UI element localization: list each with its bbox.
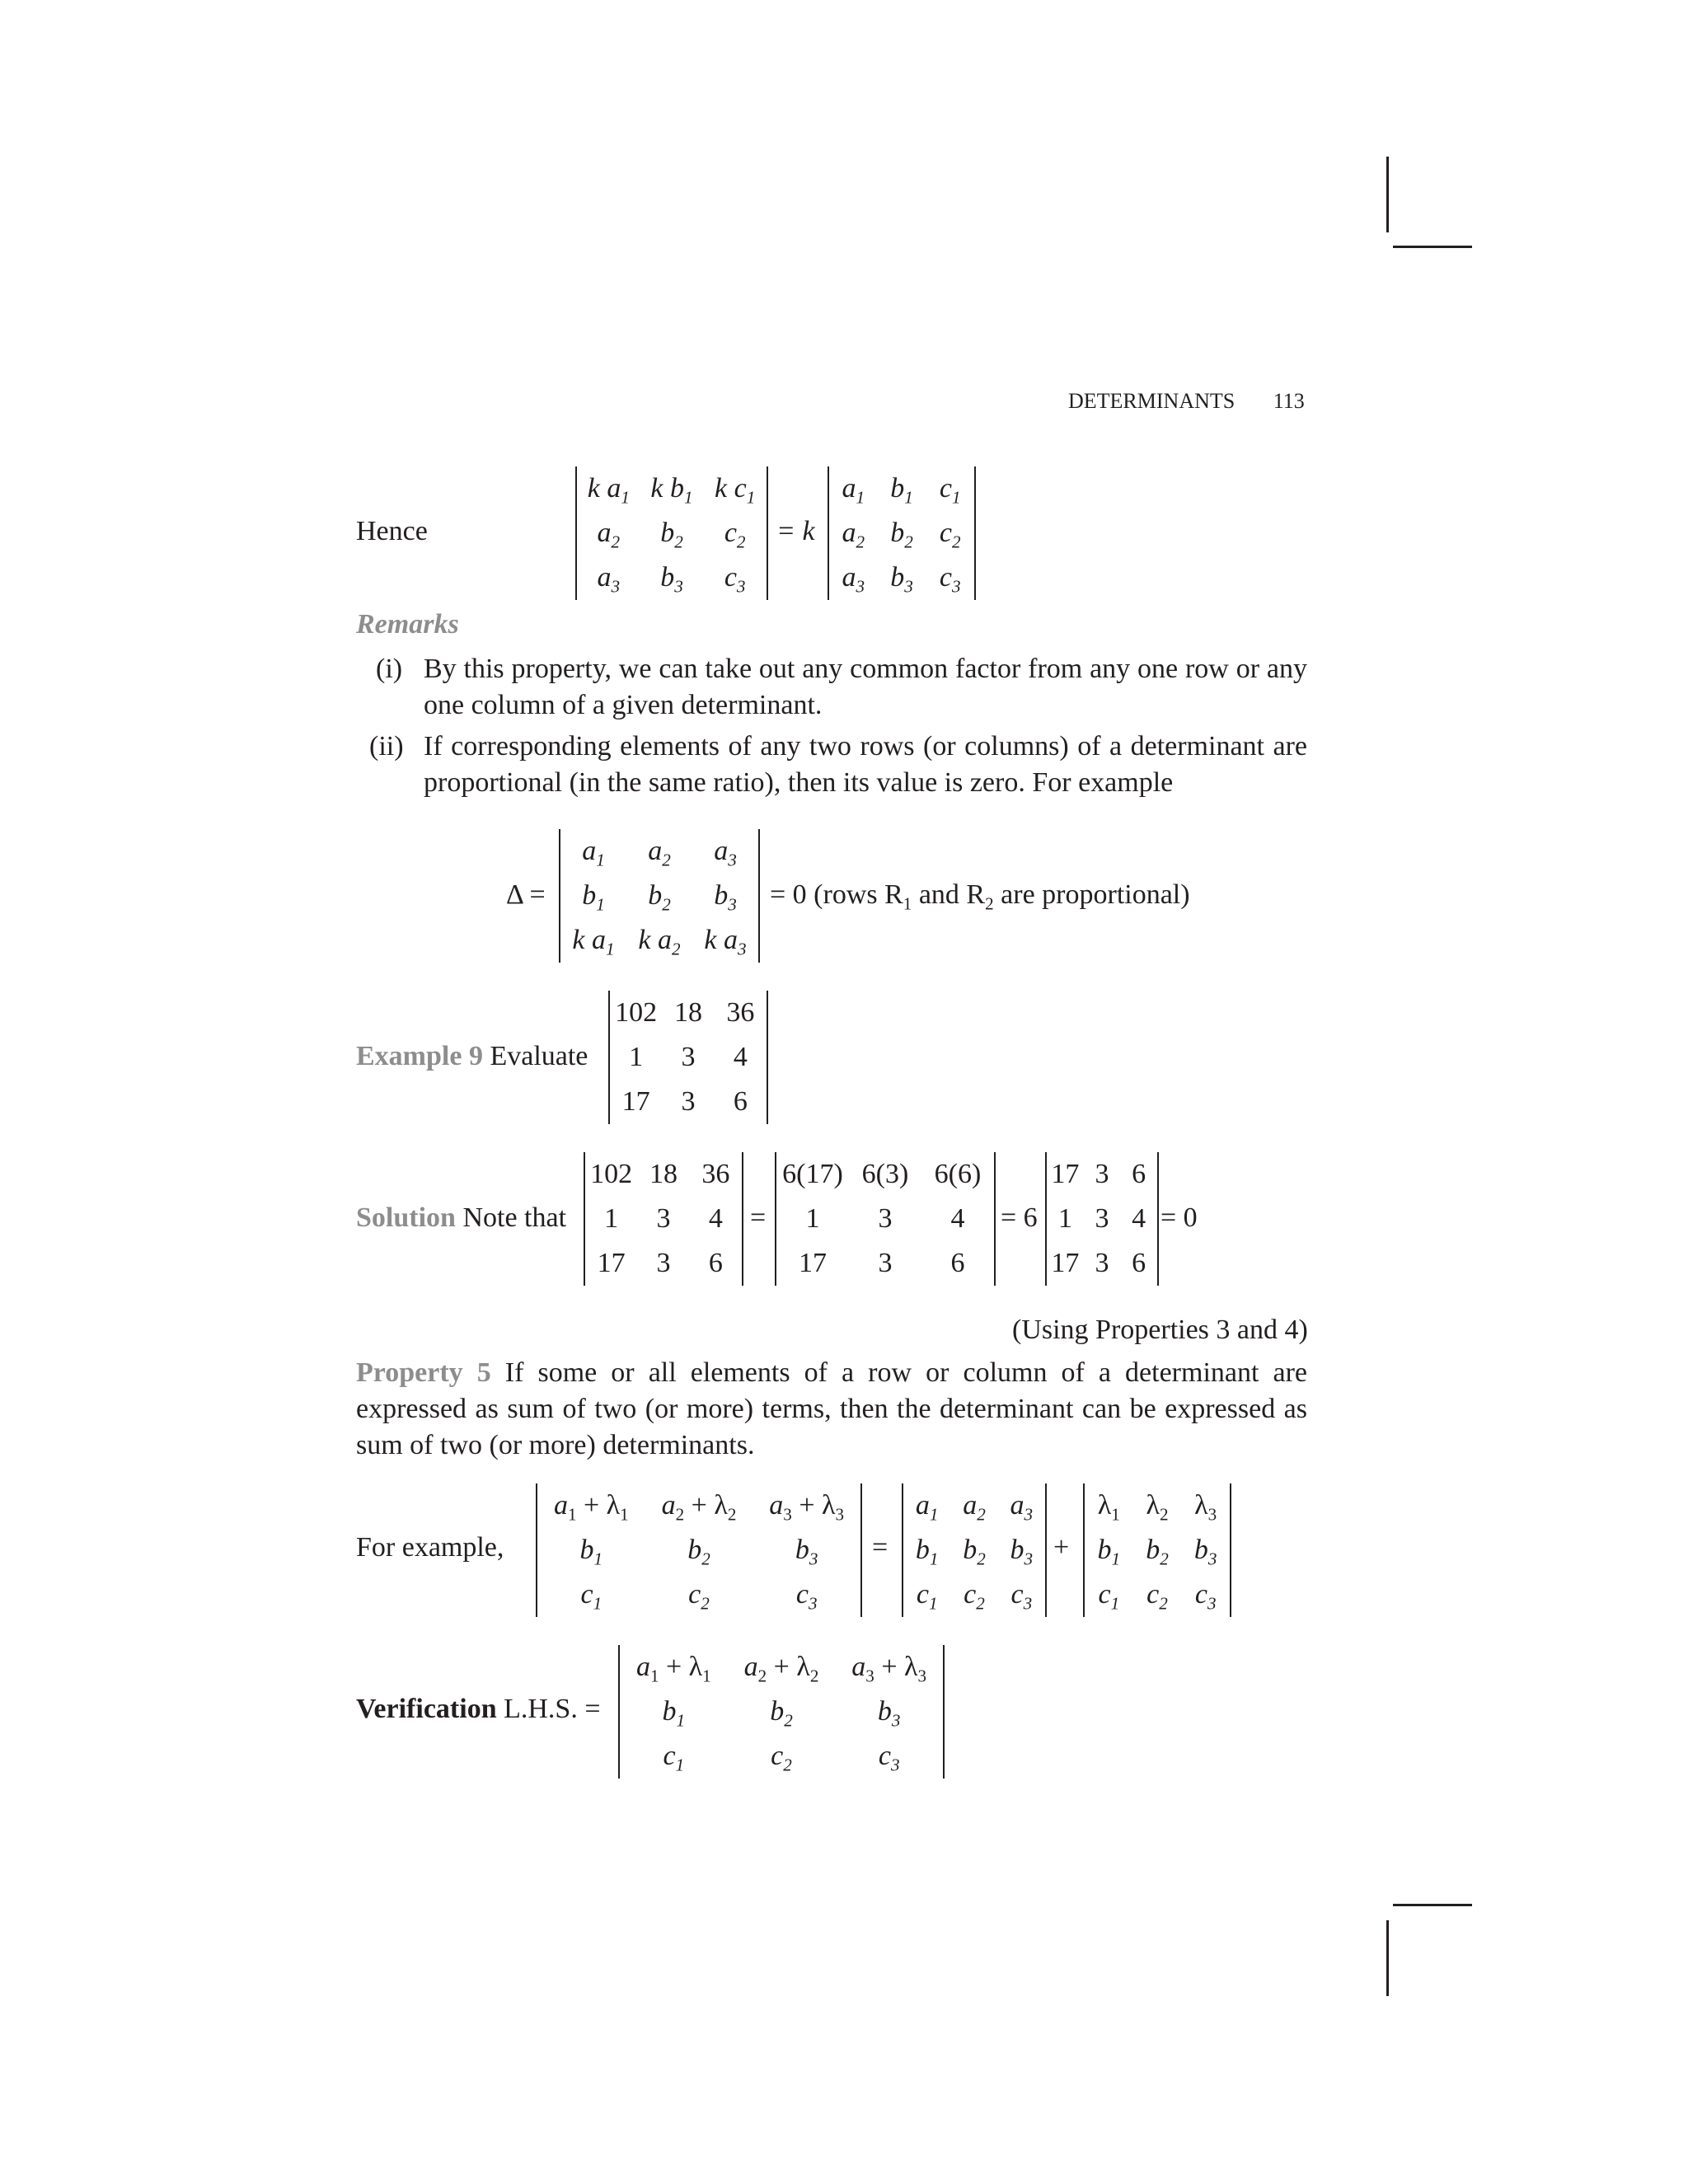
- determinant-proportional-rows: $a_1$ $a_2$ $a_3$ $b_1$ $b_2$ $b_3$ k $a_1$ k $a_2$ k $a_3$: [559, 829, 760, 963]
- for-example-plus: +: [1053, 1532, 1070, 1563]
- solution-determinant-1: 102 18 36 1 3 4 17 3 6: [584, 1152, 743, 1286]
- delta-rhs: = 0 (rows $R_1$ and $R_2$ are proportional): [770, 879, 1190, 914]
- determinant-abc: $a_1$ $b_1$ $c_1$ $a_2$ $b_2$ $c_2$ $a_3$ $b_3$ $c_3$: [828, 466, 976, 600]
- property-5-text: If some or all elements of a row or column of a determinant are expressed as sum of two (or more) terms, then the determinant can be expressed as sum of two (or more) determinants.: [356, 1357, 1307, 1460]
- solution-note: (Using Properties 3 and 4): [1012, 1315, 1308, 1345]
- solution-equals-6: = 6: [1001, 1202, 1038, 1233]
- for-example-label: For example,: [356, 1532, 504, 1563]
- solution-line: [356, 1200, 566, 1236]
- sum-determinant-a: $a_1$ $a_2$ $a_3$ $b_1$ $b_2$ $b_3$ $c_1$ $c_2$ $c_3$: [902, 1483, 1047, 1617]
- property-5-paragraph: [356, 1355, 1307, 1464]
- solution-text: Note that: [462, 1202, 567, 1233]
- remark-1-marker: (i): [376, 654, 403, 684]
- solution-determinant-3: 17 3 6 1 3 4 17 3 6: [1045, 1152, 1159, 1286]
- sum-determinant-lambda: $\lambda_1$ $\lambda_2$ $\lambda_3$ $b_1$ $b_2$ $b_3$ $c_1$ $c_2$ $c_3$: [1083, 1483, 1231, 1617]
- chapter-title: DETERMINANTS: [1068, 389, 1236, 413]
- verification-text: L.H.S. =: [504, 1694, 601, 1724]
- sum-determinant-lhs: $a_1 + \lambda_1$ $a_2 + \lambda_2$ $a_3 + \lambda_3$ $b_1$ $b_2$ $b_3$ $c_1$ $c_2$ $c_3$: [536, 1483, 862, 1617]
- solution-label: Solution: [356, 1202, 456, 1233]
- remark-2-marker: (ii): [369, 731, 404, 762]
- verification-line: [356, 1691, 601, 1727]
- crop-mark-top-vertical: [1386, 157, 1389, 232]
- delta-lhs: Δ =: [506, 879, 546, 910]
- hence-equals-k: = k: [776, 516, 815, 546]
- crop-mark-bottom-vertical: [1386, 1920, 1389, 1996]
- example-9-text: Evaluate: [490, 1041, 588, 1071]
- crop-mark-top-horizontal: [1393, 246, 1472, 248]
- example-9-determinant: 102 18 36 1 3 4 17 3 6: [608, 991, 768, 1124]
- for-example-equals: =: [872, 1532, 889, 1563]
- page-number: 113: [1273, 389, 1305, 413]
- verification-determinant: $a_1 + \lambda_1$ $a_2 + \lambda_2$ $a_3 + \lambda_3$ $b_1$ $b_2$ $b_3$ $c_1$ $c_2$ $c_3$: [618, 1645, 945, 1779]
- remarks-heading: Remarks: [356, 609, 459, 640]
- determinant-k-row: k $a_1$ k $b_1$ k $c_1$ $a_2$ $b_2$ $c_2$ $a_3$ $b_3$ $c_3$: [575, 466, 768, 600]
- example-9-line: [356, 1038, 588, 1075]
- running-header: [1068, 389, 1305, 414]
- hence-label: Hence: [356, 516, 428, 546]
- crop-mark-bottom-horizontal: [1393, 1904, 1472, 1906]
- remark-2-text: If corresponding elements of any two rows (or columns) of a determinant are proportional (in the same ratio), then its value is zero. For example: [424, 731, 1307, 798]
- solution-equals-1: =: [750, 1202, 767, 1233]
- solution-determinant-2: 6(17) 6(3) 6(6) 1 3 4 17 3 6: [775, 1152, 996, 1286]
- property-5-label: Property 5: [356, 1357, 491, 1388]
- example-9-label: Example 9: [356, 1041, 483, 1071]
- verification-label: Verification: [356, 1694, 497, 1724]
- solution-equals-0: = 0: [1160, 1202, 1198, 1233]
- remark-1-text: By this property, we can take out any common factor from any one row or any one column of a given determinant.: [424, 654, 1307, 720]
